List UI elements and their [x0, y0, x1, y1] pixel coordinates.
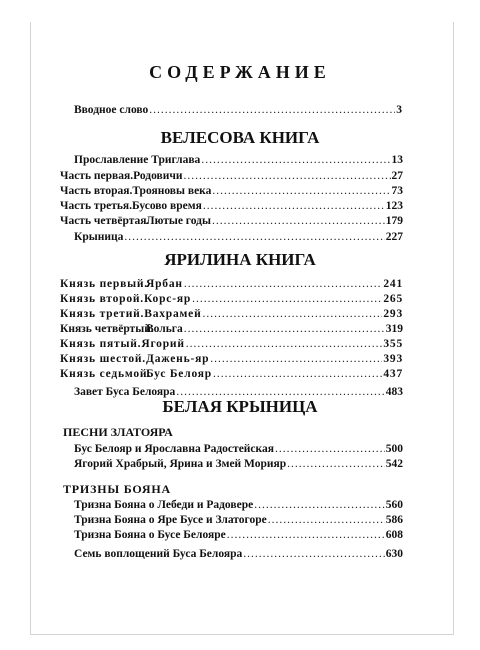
part-label: Часть вторая.	[60, 185, 133, 197]
toc-entry-part[interactable]	[60, 184, 403, 199]
page-number: 179	[385, 215, 403, 227]
toc-entry-krynitsa[interactable]	[74, 230, 403, 245]
toc-entry-song[interactable]	[74, 457, 403, 472]
page-number: 608	[385, 529, 403, 541]
dot-leader	[203, 307, 383, 322]
toc-entry-prince[interactable]	[60, 292, 403, 307]
dot-leader	[212, 184, 390, 199]
dot-leader	[275, 442, 385, 457]
page-number: 123	[385, 200, 403, 212]
toc-entry-label: Дажень-яр	[145, 353, 210, 365]
part-label: Часть четвёртая.	[60, 215, 150, 227]
page-number: 393	[383, 353, 403, 365]
page-number: 500	[385, 443, 403, 455]
part-label: Часть первая.	[60, 170, 134, 182]
section-heading-belaya: БЕЛАЯ КРЫНИЦА	[162, 397, 318, 416]
page-number: 560	[385, 499, 403, 511]
part-label: Князь первый.	[60, 278, 148, 290]
subsection-heading-songs: ПЕСНИ ЗЛАТОЯРА	[63, 425, 173, 439]
toc-entry-label: Бусово время	[132, 200, 202, 212]
toc-entry-part[interactable]	[60, 199, 403, 214]
dot-leader	[192, 292, 382, 307]
dot-leader	[186, 337, 383, 352]
dot-leader	[149, 103, 395, 118]
dot-leader	[184, 322, 385, 337]
toc-entry-trizna[interactable]	[74, 498, 403, 513]
part-label: Князь третий.	[60, 308, 145, 320]
toc-entry-label: Вводное слово	[74, 104, 149, 116]
toc-entry-label: Ягорий	[141, 338, 185, 350]
dot-leader	[183, 169, 390, 184]
toc-entry-praise[interactable]	[74, 153, 403, 168]
dot-leader	[184, 277, 383, 292]
toc-entry-prince[interactable]	[60, 367, 403, 382]
part-label: Князь второй.	[60, 293, 144, 305]
dot-leader	[268, 513, 385, 528]
page-title: СОДЕРЖАНИЕ	[149, 62, 331, 82]
toc-entry-prince[interactable]	[60, 277, 403, 292]
dot-leader	[210, 352, 382, 367]
toc-entry-prince[interactable]	[60, 307, 403, 322]
part-label: Князь пятый.	[60, 338, 142, 350]
dot-leader	[213, 367, 382, 382]
toc-entry-trizna[interactable]	[74, 528, 403, 543]
dot-leader	[287, 457, 385, 472]
page-number: 27	[391, 170, 403, 182]
page-number: 241	[383, 278, 403, 290]
page-number: 586	[385, 514, 403, 526]
toc-entry-label: Вольга	[146, 323, 183, 335]
toc-entry-part[interactable]	[60, 214, 403, 229]
page-number: 293	[383, 308, 403, 320]
dot-leader	[227, 528, 385, 543]
section-heading-veles: ВЕЛЕСОВА КНИГА	[160, 128, 320, 147]
part-label: Часть третья.	[60, 200, 133, 212]
toc-entry-label: Лютые годы	[146, 215, 211, 227]
toc-entry-label: Крыница	[74, 231, 124, 243]
page-number: 437	[383, 368, 403, 380]
part-label: Князь четвёртый.	[60, 323, 154, 335]
toc-entry-label: Тризна Бояна о Бусе Белояре	[74, 529, 226, 541]
toc-entry-seven[interactable]	[74, 547, 403, 562]
toc-entry-label: Ярбан	[146, 278, 183, 290]
toc-entry-label: Корс-яр	[143, 293, 192, 305]
dot-leader	[124, 230, 384, 245]
page-number: 542	[385, 458, 403, 470]
dot-leader	[203, 199, 385, 214]
dot-leader	[254, 498, 385, 513]
page-number: 265	[383, 293, 403, 305]
page-number: 355	[383, 338, 403, 350]
toc-entry-label: Бус Белояр и Ярославна Радостейская	[74, 443, 274, 455]
page-number: 227	[385, 231, 403, 243]
toc-entry-label: Трояновы века	[132, 185, 212, 197]
toc-entry-label: Вахрамей	[144, 308, 202, 320]
part-label: Князь шестой.	[60, 353, 146, 365]
toc-entry-label: Завет Буса Белояра	[74, 386, 176, 398]
toc-entry-label: Ягорий Храбрый, Ярина и Змей Морияр	[74, 458, 287, 470]
dot-leader	[201, 153, 390, 168]
toc-entry-label: Семь воплощений Буса Белояра	[74, 548, 243, 560]
toc-entry-prince[interactable]	[60, 322, 403, 337]
toc-entry-prince[interactable]	[60, 337, 403, 352]
page-number: 3	[396, 104, 402, 116]
page-number: 13	[391, 154, 403, 166]
toc-entry-label: Бус Белояр	[146, 368, 212, 380]
toc-entry-label: Тризна Бояна о Лебеди и Радовере	[74, 499, 254, 511]
page-number: 483	[385, 386, 403, 398]
section-heading-yarilin: ЯРИЛИНА КНИГА	[164, 250, 316, 269]
page-number: 73	[391, 185, 403, 197]
page-number: 630	[385, 548, 403, 560]
page-number: 319	[385, 323, 403, 335]
toc-entry-song[interactable]	[74, 442, 403, 457]
toc-entry-label: Родовичи	[133, 170, 183, 182]
toc-entry-label: Прославление Триглава	[74, 154, 201, 166]
subsection-heading-trizny: ТРИЗНЫ БОЯНА	[63, 482, 171, 496]
toc-entry-part[interactable]	[60, 169, 403, 184]
dot-leader	[243, 547, 384, 562]
toc-entry-prince[interactable]	[60, 352, 403, 367]
part-label: Князь седьмой.	[60, 368, 151, 380]
toc-entry-label: Тризна Бояна о Яре Бусе и Златогоре	[74, 514, 267, 526]
toc-entry-intro[interactable]	[74, 103, 402, 118]
dot-leader	[212, 214, 385, 229]
toc-entry-trizna[interactable]	[74, 513, 403, 528]
